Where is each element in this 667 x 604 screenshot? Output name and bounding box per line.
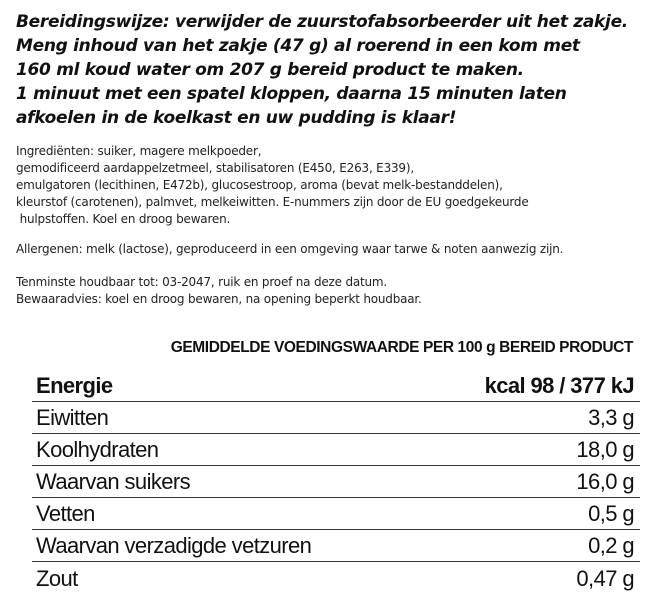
- nutrient-label: Energie: [36, 373, 113, 398]
- nutrition-row-sugars: [32, 466, 640, 498]
- nutrient-label: Vetten: [36, 501, 95, 526]
- ingredients-line: hulpstoffen. Koel en droog bewaren.: [16, 212, 231, 226]
- preparation-line: Bereidingswijze: verwijder de zuurstofabsorbeerder uit het zakje.: [16, 12, 628, 32]
- nutrition-row-protein: [32, 402, 640, 434]
- nutrition-title: GEMIDDELDE VOEDINGSWAARDE PER 100 g BEREID PRODUCT: [170, 339, 633, 356]
- nutrient-value: 0,2 g: [588, 533, 634, 558]
- nutrient-value: 0,5 g: [588, 501, 634, 526]
- nutrient-label: Eiwitten: [36, 405, 109, 430]
- nutrient-label: Waarvan suikers: [36, 469, 191, 494]
- allergens: Allergenen: melk (lactose), geproduceerd in een omgeving waar tarwe & noten aanwezig zijn.: [16, 242, 564, 256]
- preparation-line: afkoelen in de koelkast en uw pudding is klaar!: [16, 108, 457, 128]
- nutrition-table: [32, 369, 640, 594]
- nutrient-label: Koolhydraten: [36, 437, 159, 462]
- nutrition-row-carbohydrates: [32, 434, 640, 466]
- preparation-instructions: [16, 10, 628, 130]
- nutrition-row-salt: [32, 562, 640, 594]
- nutrition-row-saturated-fat: [32, 530, 640, 562]
- storage-advice: Bewaaradvies: koel en droog bewaren, na opening beperkt houdbaar.: [16, 292, 422, 306]
- ingredients: [16, 143, 529, 228]
- nutrient-label: Waarvan verzadigde vetzuren: [36, 533, 312, 558]
- nutrition-row-fat: [32, 498, 640, 530]
- ingredients-line: kleurstof (carotenen), palmvet, melkeiwitten. E-nummers zijn door de EU goedgekeurde: [16, 195, 529, 209]
- storage-info: [16, 274, 422, 308]
- nutrition-row-energy: [32, 369, 640, 402]
- nutrient-value: kcal 98 / 377 kJ: [484, 373, 634, 398]
- nutrient-value: 18,0 g: [576, 437, 634, 462]
- preparation-line: 160 ml koud water om 207 g bereid product te maken.: [16, 60, 524, 80]
- nutrient-value: 0,47 g: [576, 566, 634, 591]
- nutrient-value: 16,0 g: [576, 469, 634, 494]
- nutrient-value: 3,3 g: [588, 405, 634, 430]
- preparation-line: Meng inhoud van het zakje (47 g) al roerend in een kom met: [16, 36, 580, 56]
- ingredients-line: gemodificeerd aardappelzetmeel, stabilisatoren (E450, E263, E339),: [16, 161, 414, 175]
- preparation-line: 1 minuut met een spatel kloppen, daarna 15 minuten laten: [16, 84, 567, 104]
- ingredients-line: emulgatoren (lecithinen, E472b), glucosestroop, aroma (bevat melk-bestanddelen),: [16, 178, 503, 192]
- nutrient-label: Zout: [36, 566, 78, 591]
- ingredients-line: Ingrediënten: suiker, magere melkpoeder,: [16, 144, 262, 158]
- best-before: Tenminste houdbaar tot: 03-2047, ruik en proef na deze datum.: [16, 275, 388, 289]
